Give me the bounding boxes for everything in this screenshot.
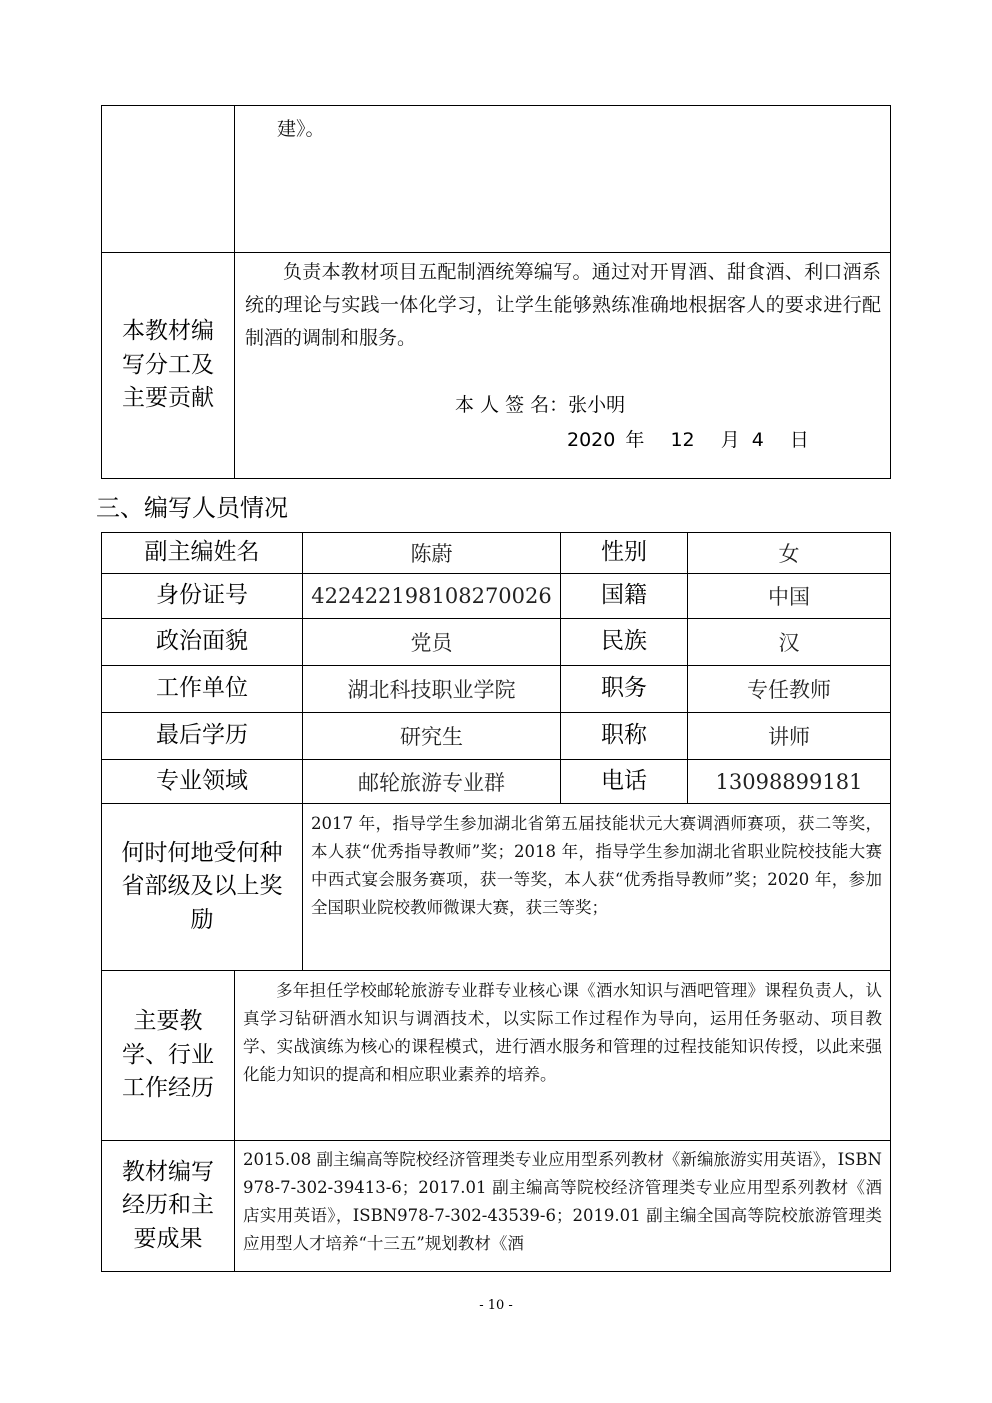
- name-label: 副主编姓名: [144, 539, 260, 566]
- id-number-value: 422422198108270026: [311, 584, 552, 608]
- signature-date: [567, 427, 809, 453]
- name-value: 陈蔚: [410, 542, 453, 566]
- awards-label: 何时何地受何种省部级及以上奖励: [121, 839, 283, 933]
- field-value: 邮轮旅游专业群: [358, 770, 505, 795]
- textbook-label: 教材编写经历和主要成果: [122, 1158, 214, 1252]
- education-label: 最后学历: [156, 722, 248, 749]
- awards-text: 2017 年，指导学生参加湖北省第五届技能状元大赛调酒师赛项，获二等奖，本人获“优秀指导教师”奖；2018 年，指导学生参加湖北省职业院校技能大赛中西式宴会服务赛项，获一等奖，本人获“优秀指导教师”奖；2020 年，参加全国职业院校教师微课大赛，获三等奖；: [311, 814, 882, 917]
- phone-label: 电话: [601, 767, 647, 794]
- continuation-text: 建》。: [277, 118, 325, 140]
- education-value: 研究生: [400, 725, 463, 749]
- field-label: 专业领域: [156, 767, 248, 794]
- date-year: 2020: [567, 429, 616, 451]
- title-value: 讲师: [768, 725, 810, 749]
- gender-label: 性别: [601, 539, 647, 566]
- contribution-text: 负责本教材项目五配制酒统筹编写。通过对开胃酒、甜食酒、利口酒系统的理论与实践一体化学习，让学生能够熟练准确地根据客人的要求进行配制酒的调制和服务。: [245, 261, 881, 349]
- date-month-unit: 月: [720, 429, 740, 451]
- employer-value: 湖北科技职业学院: [347, 678, 516, 702]
- experience-text: 多年担任学校邮轮旅游专业群专业核心课《酒水知识与酒吧管理》课程负责人，认真学习钻研酒水知识与调酒技术，以实际工作过程作为导向，运用任务驱动、项目教学、实战演练为核心的课程模式，进行酒水服务和管理的过程技能知识传授，以此来强化能力知识的提高和相应职业素养的培养。: [243, 981, 882, 1084]
- ethnicity-value: 汉: [778, 631, 800, 655]
- id-number-label: 身份证号: [156, 582, 248, 609]
- experience-label: 主要教学、行业工作经历: [122, 1008, 214, 1102]
- textbook-text: 2015.08 副主编高等院校经济管理类专业应用型系列教材《新编旅游实用英语》，ISBN 978-7-302-39413-6；2017.01 副主编高等院校经济管理类专业应用型系列教材《酒店实用英语》，ISBN978-7-302-43539-6；2019.01 副主编全国高等院校旅游管理类应用型人才培养“十三五”规划教材《酒: [243, 1150, 882, 1253]
- position-label: 职务: [601, 675, 647, 702]
- phone-value: 13098899181: [715, 769, 863, 794]
- signature-label: 本 人 签 名：: [455, 394, 569, 416]
- signature-name: 张小明: [568, 394, 626, 416]
- position-value: 专任教师: [747, 678, 831, 702]
- political-status-label: 政治面貌: [156, 628, 248, 655]
- contribution-label: 本教材编写分工及主要贡献: [122, 318, 214, 412]
- date-day-unit: 日: [789, 429, 809, 451]
- table-divider: [234, 970, 235, 1272]
- date-month: 12: [670, 429, 695, 451]
- page-number: - 10 -: [479, 1298, 513, 1313]
- nationality-value: 中国: [768, 585, 810, 609]
- nationality-label: 国籍: [601, 582, 647, 609]
- date-year-unit: 年: [625, 429, 645, 451]
- date-day: 4: [751, 429, 764, 451]
- political-status-value: 党员: [410, 631, 453, 655]
- table-divider: [234, 105, 235, 479]
- title-label: 职称: [601, 722, 647, 749]
- gender-value: 女: [778, 542, 800, 566]
- section-heading: 三、编写人员情况: [96, 494, 288, 522]
- ethnicity-label: 民族: [601, 628, 647, 655]
- employer-label: 工作单位: [156, 675, 248, 702]
- signature-line: [455, 392, 625, 418]
